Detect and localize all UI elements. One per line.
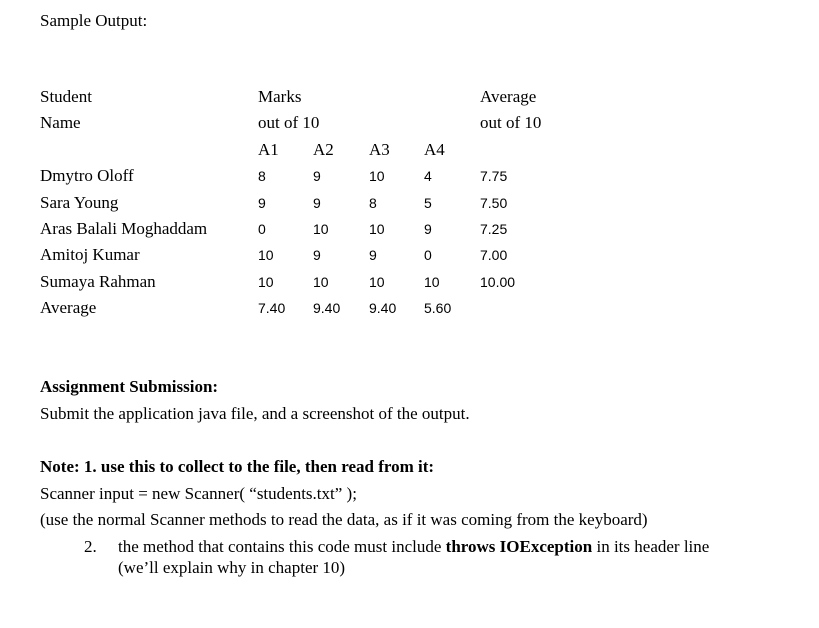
row-3-name: Aras Balali Moghaddam (40, 219, 208, 238)
note-item-2-number: 2. (84, 537, 97, 556)
note-item-2-pre: the method that contains this code must include (118, 537, 446, 556)
average-row-label: Average (40, 298, 97, 317)
row-5-name: Sumaya Rahman (40, 272, 156, 291)
row-4-a1: 10 (258, 247, 274, 263)
row-5-a2: 10 (313, 274, 329, 290)
header-a3: A3 (369, 140, 390, 159)
header-average: Average (480, 87, 537, 106)
note-item-2-text (118, 536, 778, 578)
row-1-name: Dmytro Oloff (40, 166, 134, 185)
note-paren: (use the normal Scanner methods to read the data, as if it was coming from the keyboard) (40, 510, 648, 529)
header-a2: A2 (313, 140, 334, 159)
row-2-name: Sara Young (40, 193, 119, 212)
row-4-a3: 9 (369, 247, 377, 263)
header-marks-out-of: out of 10 (258, 113, 320, 132)
row-3-a3: 10 (369, 221, 385, 237)
row-2-a4: 5 (424, 195, 432, 211)
row-3-a4: 9 (424, 221, 432, 237)
header-a4: A4 (424, 140, 445, 159)
header-student: Student (40, 87, 92, 106)
row-2-a3: 8 (369, 195, 377, 211)
row-5-a4: 10 (424, 274, 440, 290)
note-item-2-line2: (we’ll explain why in chapter 10) (118, 558, 346, 577)
note-item-2-post: in its header line (592, 537, 710, 556)
row-1-a1: 8 (258, 168, 266, 184)
row-1-average: 7.75 (480, 168, 508, 184)
average-a1: 7.40 (258, 300, 286, 316)
header-average-out-of: out of 10 (480, 113, 542, 132)
row-4-average: 7.00 (480, 247, 508, 263)
note-code: Scanner input = new Scanner( “students.txt” ); (40, 484, 357, 503)
submission-title: Assignment Submission: (40, 377, 219, 396)
row-5-average: 10.00 (480, 274, 516, 290)
row-3-a1: 0 (258, 221, 266, 237)
row-5-a3: 10 (369, 274, 385, 290)
average-a4: 5.60 (424, 300, 452, 316)
row-3-average: 7.25 (480, 221, 508, 237)
page-heading: Sample Output: (40, 11, 148, 30)
row-2-a2: 9 (313, 195, 321, 211)
header-a1: A1 (258, 140, 279, 159)
note-item-2-bold: throws IOException (445, 537, 593, 556)
row-4-name: Amitoj Kumar (40, 245, 140, 264)
note-title: Note: 1. use this to collect to the file, then read from it: (40, 457, 435, 476)
submission-text: Submit the application java file, and a screenshot of the output. (40, 404, 470, 423)
row-3-a2: 10 (313, 221, 329, 237)
row-2-average: 7.50 (480, 195, 508, 211)
row-1-a4: 4 (424, 168, 432, 184)
average-a2: 9.40 (313, 300, 341, 316)
row-5-a1: 10 (258, 274, 274, 290)
header-marks: Marks (258, 87, 302, 106)
row-1-a3: 10 (369, 168, 385, 184)
row-4-a2: 9 (313, 247, 321, 263)
average-a3: 9.40 (369, 300, 397, 316)
row-4-a4: 0 (424, 247, 432, 263)
header-name: Name (40, 113, 81, 132)
row-1-a2: 9 (313, 168, 321, 184)
row-2-a1: 9 (258, 195, 266, 211)
